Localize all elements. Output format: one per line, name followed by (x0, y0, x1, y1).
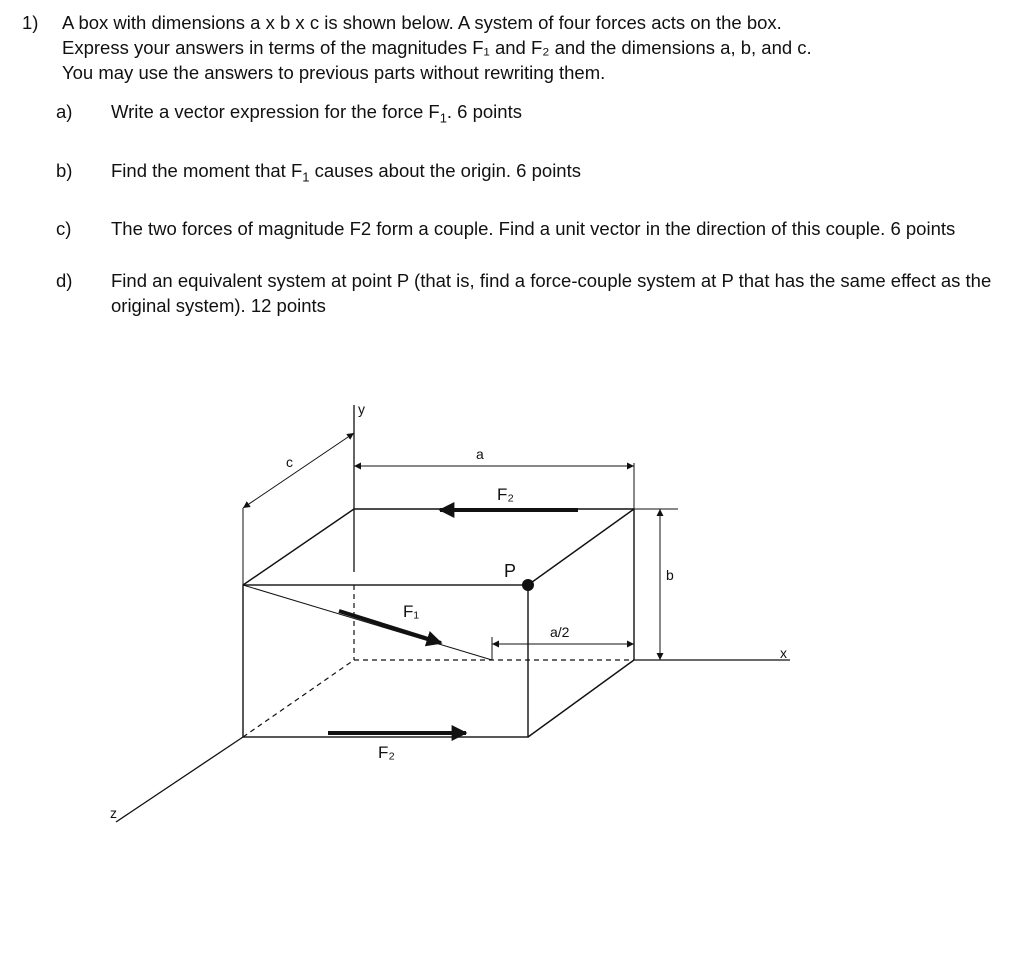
part-label: d) (56, 270, 73, 292)
axis-z-label: z (110, 805, 117, 821)
part-text-tail: . 6 points (446, 101, 522, 122)
part-text (111, 268, 1012, 318)
point-p-marker (522, 579, 534, 591)
force-f2-top-label: F₂ (497, 485, 514, 504)
part-label: c) (56, 218, 72, 240)
f1-line-of-action (243, 585, 492, 660)
point-p-label: P (504, 561, 517, 581)
dim-c-label: c (286, 454, 293, 470)
box-diagram (0, 390, 1034, 956)
force-f1-arrow (339, 611, 441, 643)
axis-x-label: x (780, 645, 787, 661)
force-f1-label: F₁ (403, 602, 420, 621)
part-text-main: The two forces of magnitude F2 form a couple. Find a unit vector in the direction of this couple. 6 points (111, 218, 956, 240)
part-d (56, 268, 1012, 318)
dim-half-a-label: a/2 (550, 624, 570, 640)
dim-a-label: a (476, 446, 484, 462)
box-front-face (243, 585, 528, 737)
part-text (111, 158, 1012, 190)
part-text (111, 99, 1012, 131)
part-text-main: Write a vector expression for the force F (111, 101, 440, 122)
box-top-right-edge (528, 509, 634, 585)
box-diagram-svg (0, 390, 1034, 956)
parts-list (22, 99, 1012, 318)
axis-y-label: y (358, 401, 365, 417)
problem-header (22, 10, 1012, 85)
dim-b-label: b (666, 567, 674, 583)
part-a (56, 99, 1012, 131)
dim-c-arrow (243, 433, 354, 508)
subscript: 1 (302, 169, 310, 185)
part-label: a) (56, 101, 73, 122)
intro-line: You may use the answers to previous parts without rewriting them. (62, 62, 606, 83)
force-f2-bottom-label: F₂ (378, 743, 395, 762)
problem-statement (22, 10, 1012, 345)
part-c (56, 216, 1012, 241)
intro-line: Express your answers in terms of the magnitudes F₁ and F₂ and the dimensions a, b, and c. (62, 37, 812, 58)
part-b (56, 158, 1012, 190)
problem-number: 1) (22, 12, 39, 33)
z-axis-line (116, 737, 243, 822)
box-bottom-right-edge (528, 660, 634, 737)
part-text (111, 216, 1012, 241)
intro-line: A box with dimensions a x b x c is shown below. A system of four forces acts on the box. (62, 12, 782, 33)
box-hidden-edges (243, 585, 634, 737)
box-edges (243, 509, 634, 737)
part-text-main: Find an equivalent system at point P (that is, find a force-couple system at P that has the same effect as the original system). 12 points (111, 270, 992, 317)
box-top-left-edge (243, 509, 354, 585)
part-label: b) (56, 159, 73, 181)
problem-intro (62, 10, 1012, 85)
part-text-main: Find the moment that F (111, 159, 303, 181)
hidden-bottom-left-edge (243, 660, 354, 737)
subscript: 1 (439, 110, 447, 126)
part-text-tail: causes about the origin. 6 points (309, 159, 581, 181)
